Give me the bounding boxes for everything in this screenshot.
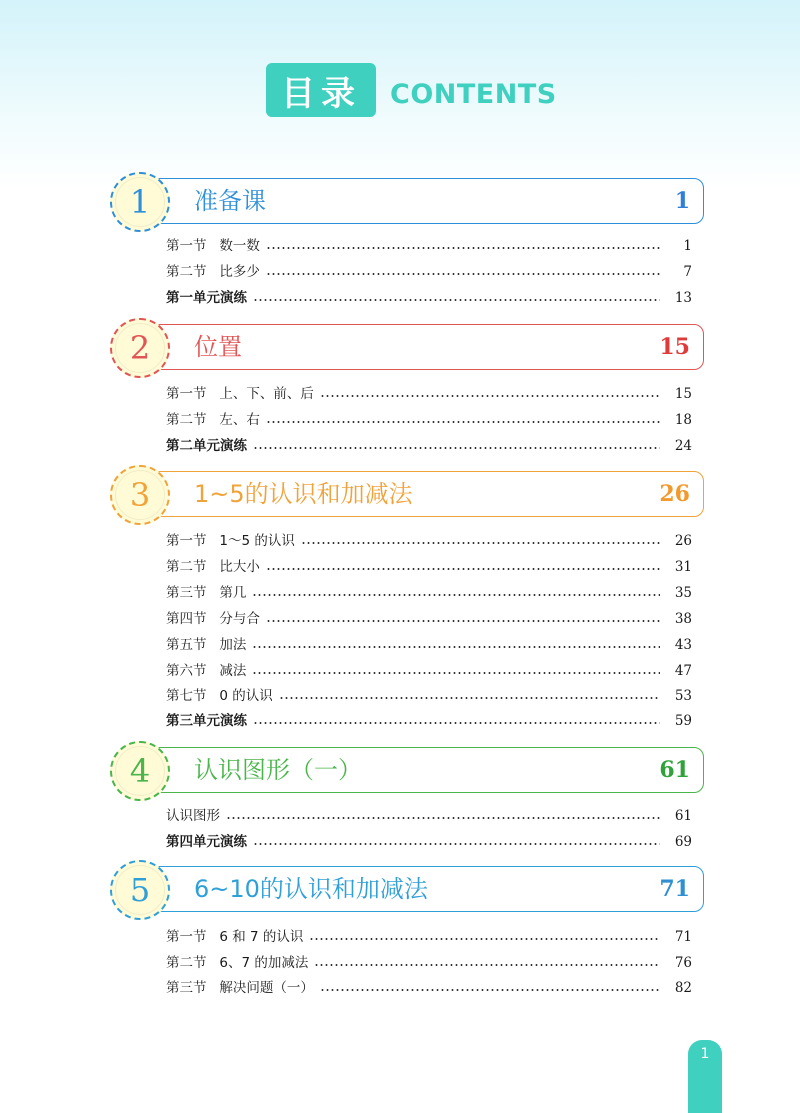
entry-label: 认识图形: [166, 808, 220, 824]
entry-page: 38: [674, 611, 692, 627]
entry-page: 15: [674, 386, 692, 402]
chapter-3-heading[interactable]: [108, 467, 704, 523]
entry-page: 35: [674, 585, 692, 601]
entry-label: 第一节 数一数: [166, 238, 260, 254]
chapter-number-badge: [110, 172, 170, 232]
toc-entry[interactable]: [166, 685, 692, 707]
toc-entry[interactable]: [166, 977, 692, 999]
toc-entry-unit-review[interactable]: [166, 831, 692, 853]
chapter-number-badge: [110, 465, 170, 525]
entry-page: 24: [674, 438, 692, 454]
toc-entry-unit-review[interactable]: [166, 710, 692, 732]
toc-entry-unit-review[interactable]: [166, 435, 692, 457]
toc-entry[interactable]: [166, 409, 692, 431]
entry-label: 第一单元演练: [166, 290, 247, 306]
toc-entry-unit-review[interactable]: [166, 287, 692, 309]
dot-leader: [252, 639, 660, 649]
entry-page: 13: [674, 290, 692, 306]
toc-entry[interactable]: [166, 530, 692, 552]
entry-label: 第三单元演练: [166, 713, 247, 729]
contents-header: [266, 63, 557, 117]
chapter-number-badge: [110, 741, 170, 801]
dot-leader: [253, 715, 660, 725]
toc-entry[interactable]: [166, 805, 692, 827]
dot-leader: [266, 561, 660, 571]
entry-label: 第七节 0 的认识: [166, 688, 273, 704]
entry-label: 第一节 上、下、前、后: [166, 386, 314, 402]
chapter-number: 1: [129, 183, 151, 221]
entry-label: 第四节 分与合: [166, 611, 260, 627]
chapter-2-heading[interactable]: [108, 320, 704, 376]
toc-entry[interactable]: [166, 582, 692, 604]
entry-page: 53: [674, 688, 692, 704]
dot-leader: [266, 266, 660, 276]
toc-entry[interactable]: [166, 660, 692, 682]
entry-label: 第六节 减法: [166, 663, 247, 679]
entry-label: 第二节 比大小: [166, 559, 260, 575]
entry-page: 82: [674, 980, 692, 996]
page-number: 1: [700, 1046, 710, 1062]
entry-page: 26: [674, 533, 692, 549]
chapter-number-badge: [110, 318, 170, 378]
dot-leader: [301, 535, 660, 545]
entry-page: 76: [674, 955, 692, 971]
entry-page: 71: [674, 929, 692, 945]
entry-page: 69: [674, 834, 692, 850]
entry-page: 18: [674, 412, 692, 428]
dot-leader: [226, 810, 660, 820]
dot-leader: [314, 957, 660, 967]
toc-entry[interactable]: [166, 235, 692, 257]
dot-leader: [320, 982, 660, 992]
entry-label: 第一节 6 和 7 的认识: [166, 929, 304, 945]
entry-page: 43: [674, 637, 692, 653]
dot-leader: [266, 240, 660, 250]
entry-page: 1: [683, 238, 692, 254]
entry-page: 31: [674, 559, 692, 575]
entry-label: 第二节 左、右: [166, 412, 260, 428]
dot-leader: [253, 440, 660, 450]
chapter-title: 位置: [194, 333, 242, 361]
chapter-1-heading[interactable]: [108, 174, 704, 230]
contents-subtitle: CONTENTS: [390, 78, 557, 110]
dot-leader: [253, 836, 660, 846]
page-number-tab: [688, 1040, 722, 1113]
dot-leader: [253, 292, 660, 302]
dot-leader: [309, 931, 660, 941]
entry-label: 第四单元演练: [166, 834, 247, 850]
entry-label: 第五节 加法: [166, 637, 247, 653]
toc-entry[interactable]: [166, 634, 692, 656]
entry-label: 第二节 比多少: [166, 264, 260, 280]
entry-label: 第三节 第几: [166, 585, 247, 601]
contents-title: 目录: [266, 63, 376, 117]
chapter-4-heading[interactable]: [108, 743, 704, 799]
chapter-title: 1~5的认识和加减法: [194, 480, 413, 508]
entry-label: 第三节 解决问题（一）: [166, 980, 314, 996]
chapter-number: 2: [129, 329, 151, 367]
entry-page: 7: [683, 264, 692, 280]
entry-label: 第二单元演练: [166, 438, 247, 454]
chapter-number: 4: [129, 752, 151, 790]
toc-entry[interactable]: [166, 926, 692, 948]
chapter-number-badge: [110, 860, 170, 920]
chapter-number: 3: [129, 476, 151, 514]
chapter-title: 认识图形（一）: [194, 756, 362, 784]
chapter-number: 5: [129, 871, 151, 909]
dot-leader: [252, 587, 660, 597]
chapter-title: 准备课: [194, 187, 266, 215]
toc-entry[interactable]: [166, 952, 692, 974]
dot-leader: [320, 388, 660, 398]
dot-leader: [266, 414, 660, 424]
toc-entry[interactable]: [166, 608, 692, 630]
chapter-page: 26: [659, 481, 690, 507]
entry-label: 第一节 1～5 的认识: [166, 533, 295, 549]
entry-page: 61: [674, 808, 692, 824]
dot-leader: [279, 690, 660, 700]
entry-page: 59: [674, 713, 692, 729]
chapter-page: 61: [659, 757, 690, 783]
entry-page: 47: [674, 663, 692, 679]
toc-entry[interactable]: [166, 383, 692, 405]
dot-leader: [252, 665, 660, 675]
toc-entry[interactable]: [166, 261, 692, 283]
chapter-page: 1: [674, 188, 690, 214]
chapter-title: 6~10的认识和加减法: [194, 875, 428, 903]
chapter-page: 71: [659, 876, 690, 902]
chapter-5-heading[interactable]: [108, 862, 704, 918]
toc-entry[interactable]: [166, 556, 692, 578]
entry-label: 第二节 6、7 的加减法: [166, 955, 309, 971]
dot-leader: [266, 613, 660, 623]
chapter-page: 15: [659, 334, 690, 360]
